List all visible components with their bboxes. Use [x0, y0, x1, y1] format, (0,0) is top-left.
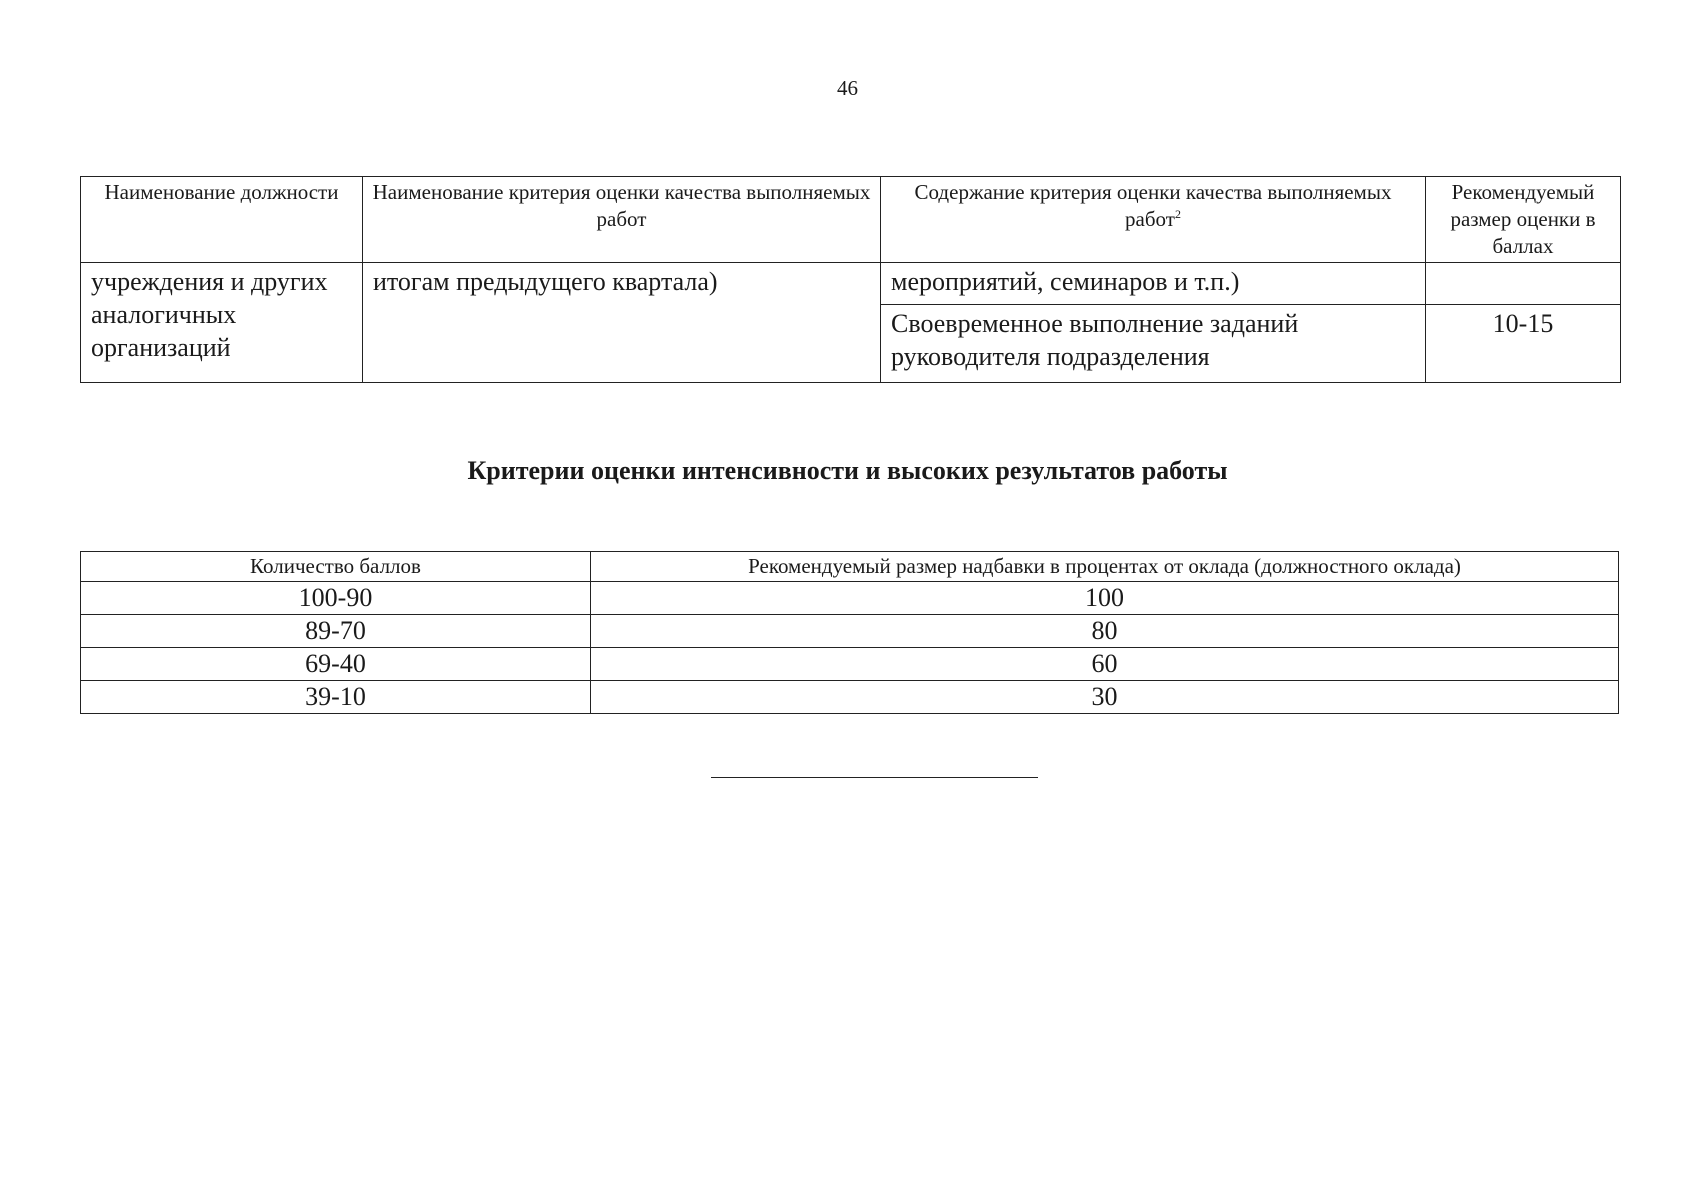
table-row	[81, 648, 1619, 681]
table-row	[81, 615, 1619, 648]
criterion-cell: итогам предыдущего квартала)	[363, 263, 881, 383]
table-row	[81, 681, 1619, 714]
table-header-row	[81, 177, 1621, 263]
header-position-name: Наименование должности	[81, 177, 363, 263]
content-cell: мероприятий, семинаров и т.п.)	[881, 263, 1426, 305]
points-cell: 89-70	[81, 615, 591, 648]
quality-criteria-table	[80, 176, 1621, 383]
points-cell: 100-90	[81, 582, 591, 615]
points-cell: 69-40	[81, 648, 591, 681]
percent-cell: 80	[591, 615, 1619, 648]
header-criterion-name: Наименование критерия оценки качества выполняемых работ	[363, 177, 881, 263]
page-number: 46	[837, 76, 858, 100]
percent-cell: 60	[591, 648, 1619, 681]
score-cell	[1426, 263, 1621, 305]
table-header-row	[81, 552, 1619, 582]
footnote-marker: 2	[1174, 207, 1181, 221]
end-divider	[711, 777, 1038, 778]
content-cell: Своевременное выполнение заданий руководителя подразделения	[881, 305, 1426, 383]
percent-cell: 30	[591, 681, 1619, 714]
header-bonus-percent: Рекомендуемый размер надбавки в процентах от оклада (должностного оклада)	[591, 552, 1619, 582]
header-points: Количество баллов	[81, 552, 591, 582]
header-criterion-content	[881, 177, 1426, 263]
header-recommended-score: Рекомендуемый размер оценки в баллах	[1426, 177, 1621, 263]
percent-cell: 100	[591, 582, 1619, 615]
intensity-criteria-table	[80, 551, 1619, 714]
points-cell: 39-10	[81, 681, 591, 714]
header-criterion-content-text: Содержание критерия оценки качества выполняемых работ	[914, 180, 1392, 231]
score-cell: 10-15	[1426, 305, 1621, 383]
table-row	[81, 582, 1619, 615]
section-heading: Критерии оценки интенсивности и высоких результатов работы	[467, 456, 1228, 485]
table-row	[81, 263, 1621, 305]
position-cell: учреждения и других аналогичных организаций	[81, 263, 363, 383]
